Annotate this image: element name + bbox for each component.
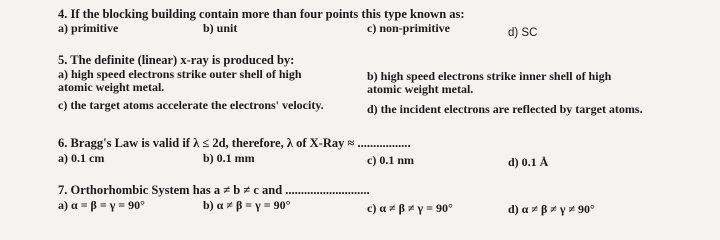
- question-5-option-d: d) the incident electrons are reflected by target atoms.: [367, 102, 643, 116]
- question-4-option-c: c) non-primitive: [367, 21, 450, 35]
- question-5-stem: 5. The definite (linear) x-ray is produced by:: [58, 53, 295, 67]
- question-7-option-c: c) α ≠ β ≠ γ = 90°: [367, 201, 453, 215]
- question-5-option-a-line1: a) high speed electrons strike outer shell of high: [58, 67, 302, 81]
- question-6-option-c: c) 0.1 nm: [367, 153, 414, 167]
- question-5-option-c: c) the target atoms accelerate the electrons' velocity.: [58, 98, 324, 112]
- question-6-option-d: d) 0.1 Å: [508, 155, 549, 169]
- question-5-option-b-line1: b) high speed electrons strike inner shell of high: [367, 69, 612, 83]
- question-4-option-a: a) primitive: [58, 21, 119, 35]
- question-5-option-b-line2: atomic weight metal.: [367, 82, 474, 96]
- question-6-option-b: b) 0.1 mm: [203, 151, 255, 165]
- question-7-option-a: a) α = β = γ = 90°: [58, 198, 145, 212]
- question-5-option-a-line2: atomic weight metal.: [58, 80, 165, 94]
- question-7-option-d: d) α ≠ β ≠ γ ≠ 90°: [508, 202, 595, 216]
- question-6-option-a: a) 0.1 cm: [58, 151, 105, 165]
- question-4-option-b: b) unit: [203, 21, 238, 35]
- question-7-option-b: b) α ≠ β = γ = 90°: [203, 198, 291, 212]
- question-7-stem: 7. Orthorhombic System has a ≠ b ≠ c and ...........................: [58, 183, 370, 197]
- question-4-stem: 4. If the blocking building contain more than four points this type known as:: [58, 7, 465, 21]
- question-6-stem: 6. Bragg's Law is valid if λ ≤ 2d, therefore, λ of X-Ray ≈ .................: [58, 136, 411, 150]
- question-4-option-d: d) SC: [508, 27, 538, 39]
